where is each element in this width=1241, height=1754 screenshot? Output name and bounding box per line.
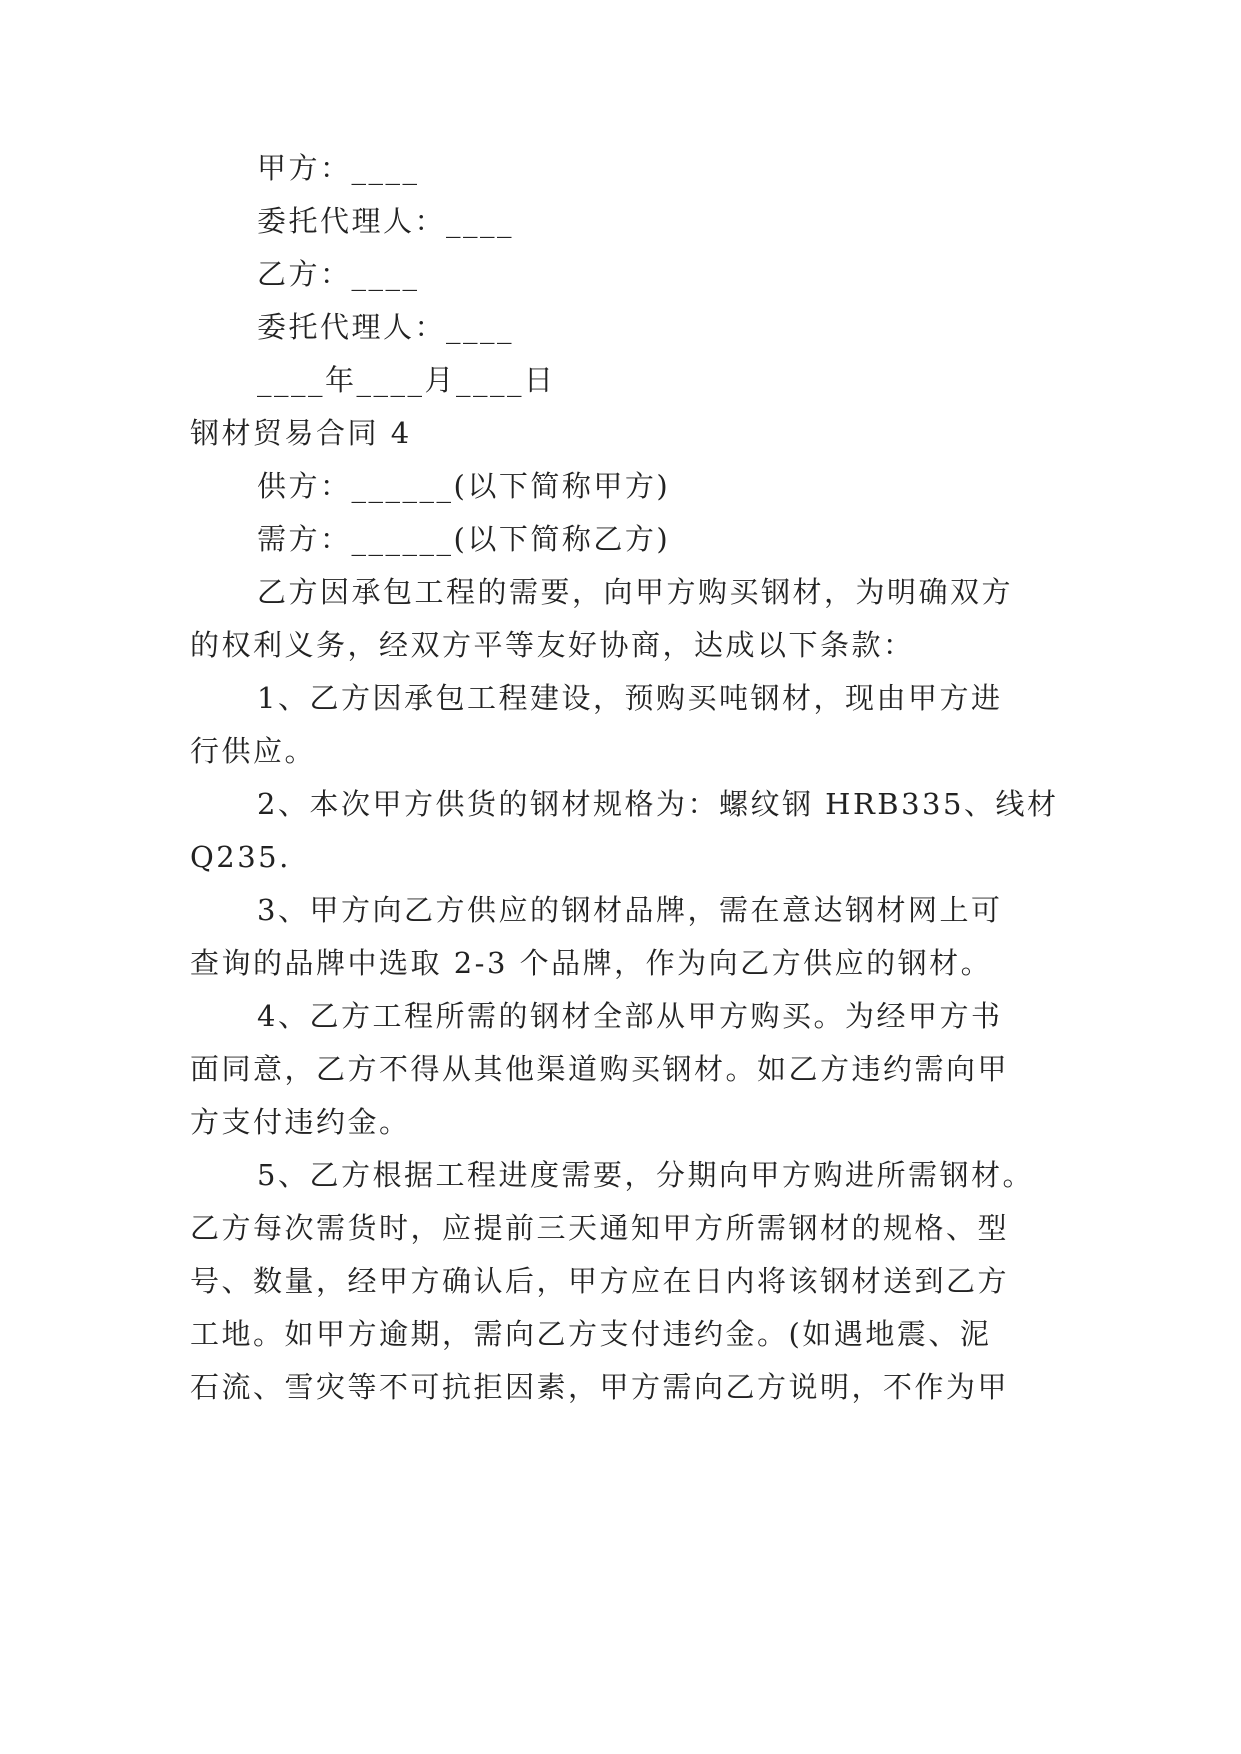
party-a-line: 甲方：____ [257,151,420,185]
party-b-line: 乙方：____ [257,257,420,291]
clause-2-line: 2、本次甲方供货的钢材规格为：螺纹钢 HRB335、线材 [257,787,1059,821]
clause-1-line: 行供应。 [190,734,317,768]
clause-5-line: 乙方每次需货时，应提前三天通知甲方所需钢材的规格、型 [190,1211,1010,1245]
clause-2-line: Q235. [190,840,291,874]
supplier-line: 供方：______(以下简称甲方) [257,469,671,503]
body-line: 乙方因承包工程的需要，向甲方购买钢材，为明确双方 [257,575,1014,609]
party-b-agent-line: 委托代理人：____ [257,310,515,344]
clause-5-line: 号、数量，经甲方确认后，甲方应在日内将该钢材送到乙方 [190,1264,1010,1298]
buyer-line: 需方：______(以下简称乙方) [257,522,671,556]
contract-title: 钢材贸易合同 4 [190,416,412,450]
clause-1-line: 1、乙方因承包工程建设，预购买吨钢材，现由甲方进 [257,681,1003,715]
clause-4-line: 方支付违约金。 [190,1105,411,1139]
clause-4-line: 面同意，乙方不得从其他渠道购买钢材。如乙方违约需向甲 [190,1052,1010,1086]
date-line: ____年____月____日 [257,363,556,397]
clause-3-line: 查询的品牌中选取 2-3 个品牌，作为向乙方供应的钢材。 [190,946,993,980]
body-line: 的权利义务，经双方平等友好协商，达成以下条款： [190,628,915,662]
clause-5-line: 石流、雪灾等不可抗拒因素，甲方需向乙方说明，不作为甲 [190,1370,1010,1404]
party-a-agent-line: 委托代理人：____ [257,204,515,238]
clause-3-line: 3、甲方向乙方供应的钢材品牌，需在意达钢材网上可 [257,893,1003,927]
clause-5-line: 5、乙方根据工程进度需要，分期向甲方购进所需钢材。 [257,1158,1034,1192]
clause-4-line: 4、乙方工程所需的钢材全部从甲方购买。为经甲方书 [257,999,1003,1033]
clause-5-line: 工地。如甲方逾期，需向乙方支付违约金。(如遇地震、泥 [190,1317,992,1351]
